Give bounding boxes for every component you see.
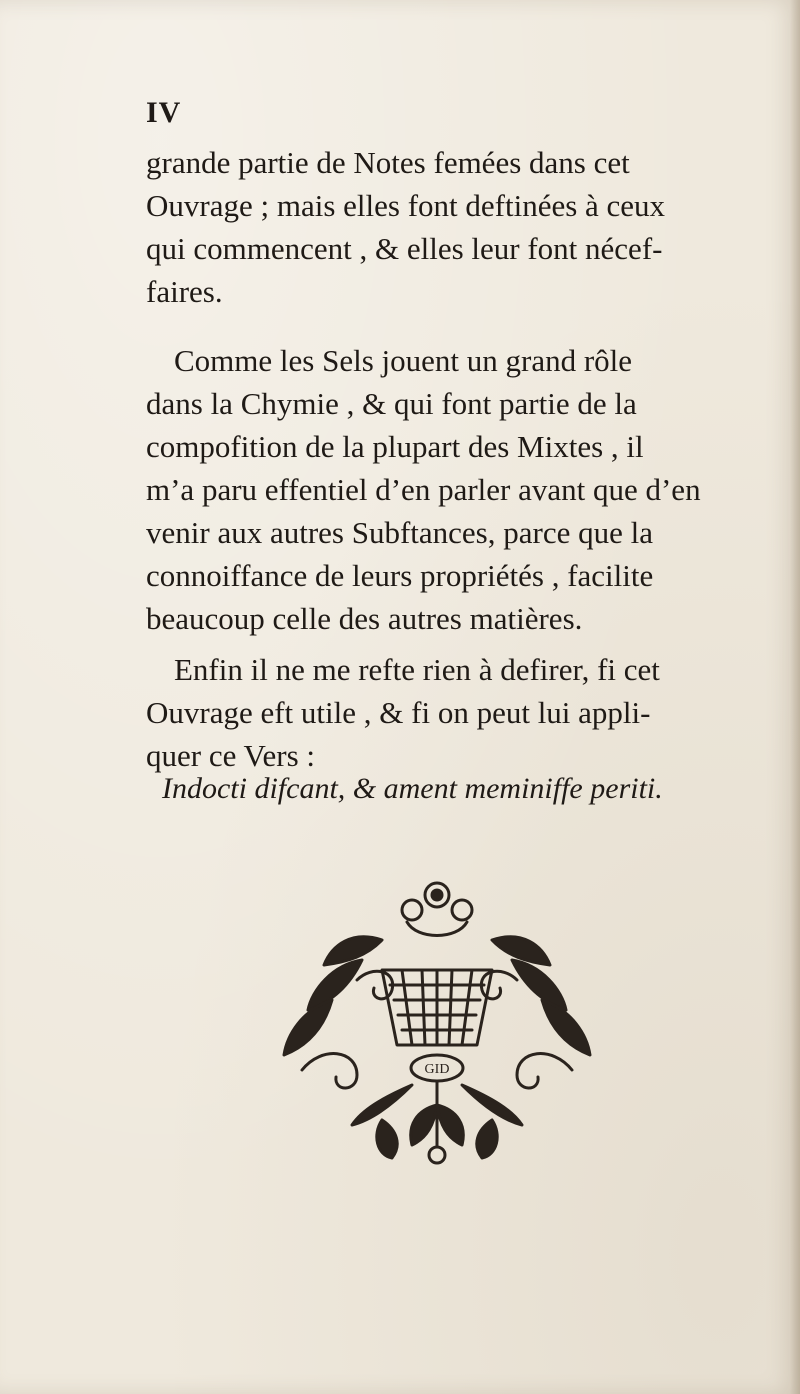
paragraph-line: connoiffance de leurs propriétés , facilite: [146, 558, 654, 593]
paragraph-line: dans la Chymie , & qui font partie de la: [146, 386, 637, 421]
paragraph-line: venir aux autres Subftances, parce que la: [146, 515, 653, 550]
paragraph-3: [146, 648, 766, 777]
paragraph-line: faires.: [146, 274, 223, 309]
paragraph-line: Ouvrage ; mais elles font deftinées à ceux: [146, 188, 666, 223]
paragraph-line: compofition de la plupart des Mixtes , il: [146, 429, 644, 464]
paragraph-1: [146, 141, 766, 313]
paragraph-line: Ouvrage eft utile , & fi on peut lui appli-: [146, 695, 651, 730]
paragraph-line: quer ce Vers :: [146, 738, 316, 773]
latin-verse: Indocti difcant, & ament meminiffe periti.: [162, 772, 663, 805]
floral-basket-ornament-icon: [262, 870, 612, 1170]
page-edge-shadow: [790, 0, 800, 1394]
ornament-caption: GID: [424, 1062, 450, 1077]
paragraph-line: grande partie de Notes femées dans cet: [146, 145, 630, 180]
paragraph-2: [146, 339, 766, 640]
paragraph-line: Enfin il ne me refte rien à defirer, fi cet: [174, 652, 660, 687]
page-number: IV: [146, 96, 182, 129]
paragraph-line: Comme les Sels jouent un grand rôle: [174, 343, 633, 378]
paragraph-line: m’a paru effentiel d’en parler avant que d’en: [146, 472, 701, 507]
paragraph-line: qui commencent , & elles leur font nécef-: [146, 231, 663, 266]
paragraph-line: beaucoup celle des autres matières.: [146, 601, 583, 636]
